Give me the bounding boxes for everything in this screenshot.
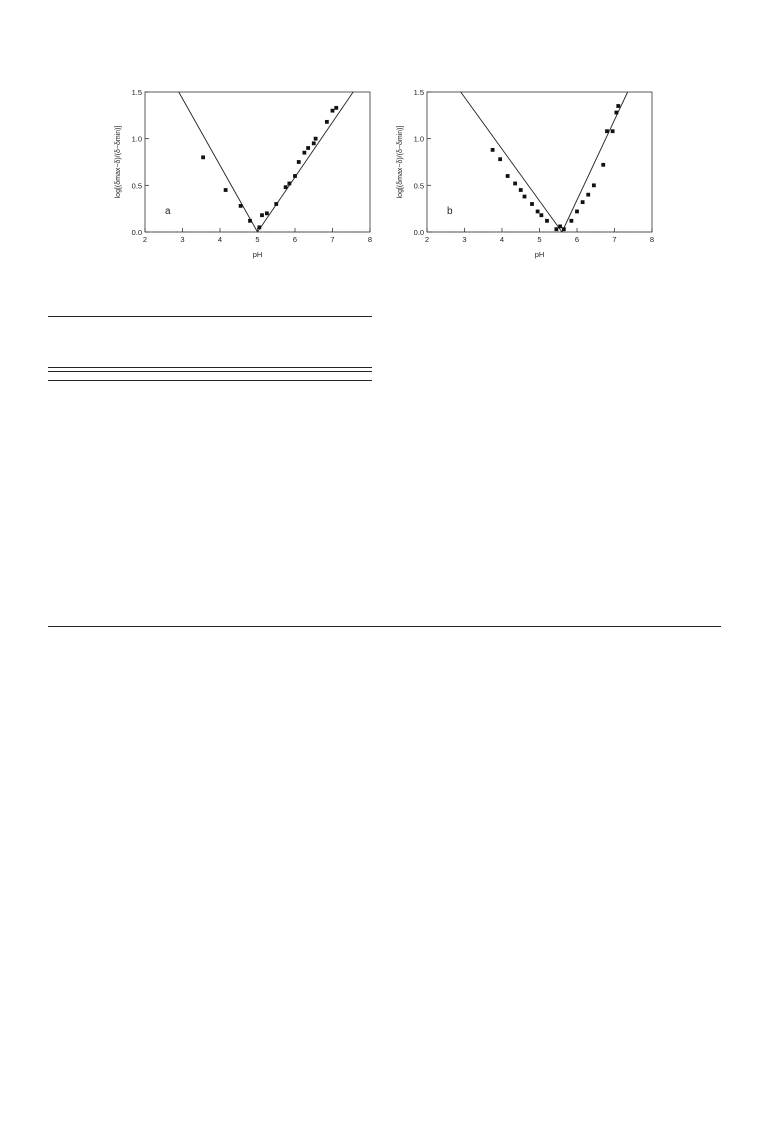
data-point: [201, 155, 205, 159]
y-tick-label: 0.0: [131, 228, 142, 237]
data-point: [293, 174, 297, 178]
data-point: [554, 227, 558, 231]
data-point: [545, 219, 549, 223]
data-point: [257, 225, 261, 229]
x-tick-label: 3: [462, 235, 467, 244]
y-axis-label: log[(δmax−δ)/(δ−δmin)]: [397, 125, 404, 199]
table-header-row: [48, 354, 372, 367]
data-point: [491, 148, 495, 152]
data-point: [605, 129, 609, 133]
data-point: [498, 157, 502, 161]
y-tick-label: 0.0: [413, 228, 424, 237]
data-point: [614, 111, 618, 115]
data-point: [302, 151, 306, 155]
panel-label: a: [165, 206, 171, 217]
x-tick-label: 5: [255, 235, 260, 244]
data-point: [284, 185, 288, 189]
table-footnote-rule: [48, 380, 372, 381]
y-tick-label: 1.0: [413, 134, 424, 144]
y-tick-label: 1.0: [131, 134, 142, 144]
x-tick-label: 4: [499, 235, 505, 244]
x-tick-label: 5: [537, 235, 542, 244]
table-group-header-row: [48, 341, 372, 354]
data-point: [260, 213, 264, 217]
y-tick-label: 0.5: [413, 181, 424, 191]
x-tick-label: 8: [649, 235, 655, 244]
x-tick-label: 3: [180, 235, 185, 244]
plot-panel-a: [115, 88, 372, 259]
table-footnote: [48, 372, 372, 380]
data-point: [248, 219, 252, 223]
data-point: [506, 174, 510, 178]
x-axis-label: pH: [252, 250, 263, 259]
x-tick-label: 2: [424, 235, 430, 244]
panel-label: b: [447, 206, 453, 217]
data-point: [334, 106, 338, 110]
data-point: [519, 188, 523, 192]
table-header-rule: [48, 367, 372, 368]
data-point: [575, 210, 579, 214]
data-point: [265, 211, 269, 215]
data-point: [569, 219, 573, 223]
data-point: [539, 213, 543, 217]
data-point: [274, 202, 278, 206]
running-head: [0, 60, 773, 76]
y-tick-label: 0.5: [131, 181, 142, 191]
data-point: [601, 163, 605, 167]
data-point: [239, 204, 243, 208]
data-point: [224, 188, 228, 192]
y-tick-label: 1.5: [413, 88, 424, 97]
data-point: [513, 182, 517, 186]
plot-frame: [145, 92, 370, 232]
data-point: [592, 183, 596, 187]
y-tick-label: 1.5: [131, 88, 142, 97]
y-axis-label: log[(δmax−δ)/(δ−δmin)]: [115, 125, 122, 199]
x-tick-label: 6: [292, 235, 298, 244]
x-tick-label: 8: [367, 235, 373, 244]
x-tick-label: 2: [142, 235, 148, 244]
data-point: [297, 160, 301, 164]
data-point: [287, 182, 291, 186]
figure-5: [100, 82, 700, 272]
plot-panel-b: [397, 88, 654, 259]
x-tick-label: 7: [612, 235, 617, 244]
x-tick-label: 7: [330, 235, 335, 244]
table-caption: [48, 317, 372, 341]
data-point: [562, 227, 566, 231]
x-tick-label: 4: [217, 235, 223, 244]
data-point: [530, 202, 534, 206]
data-point: [306, 146, 310, 150]
data-point: [314, 137, 318, 141]
data-point: [558, 225, 562, 229]
data-point: [312, 141, 316, 145]
figure-5-plots: [100, 82, 700, 272]
data-point: [586, 193, 590, 197]
x-tick-label: 6: [574, 235, 580, 244]
fit-line: [179, 92, 258, 232]
data-point: [331, 109, 335, 113]
table-6: [48, 316, 372, 381]
data-point: [611, 129, 615, 133]
data-point: [581, 200, 585, 204]
data-point: [523, 195, 527, 199]
x-axis-label: pH: [534, 250, 545, 259]
data-point: [325, 120, 329, 124]
references-rule: [48, 626, 721, 627]
fit-line: [258, 92, 354, 232]
data-point: [616, 104, 620, 108]
fit-line: [461, 92, 562, 232]
data-point: [536, 210, 540, 214]
